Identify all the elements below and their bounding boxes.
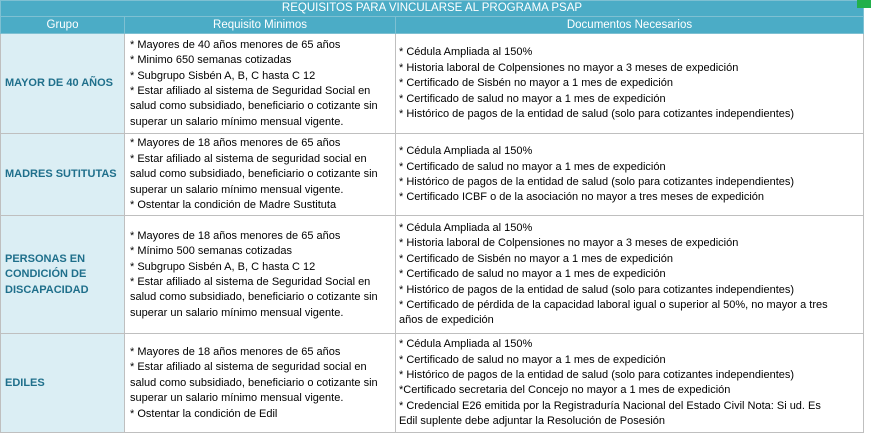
table-row	[1, 134, 864, 216]
group-cell[interactable]: MADRES SUTITUTAS	[1, 134, 125, 216]
table-title[interactable]: REQUISITOS PARA VINCULARSE AL PROGRAMA PSAP	[1, 1, 864, 17]
requisito-line: salud como subsidiado, beneficiario o cotizante sin	[130, 376, 378, 389]
table-row	[1, 334, 864, 433]
requisito-line: superar un salario mínimo mensual vigente.	[130, 183, 344, 196]
requisito-line: * Subgrupo Sisbén A, B, C hasta C 12	[130, 69, 316, 82]
documento-line: * Certificado de Sisbén no mayor a 1 mes de expedición	[399, 77, 673, 90]
requisito-line: * Ostentar la condición de Edil	[130, 407, 278, 420]
documento-line: * Certificado de salud no mayor a 1 mes de expedición	[399, 353, 666, 366]
requisito-line: * Estar afiliado al sistema de Seguridad Social en	[130, 275, 371, 288]
requisito-line: superar un salario mínimo mensual vigente.	[130, 392, 344, 405]
documentos-cell[interactable]	[396, 134, 864, 216]
documento-line: * Credencial E26 emitida por la Registraduría Nacional del Estado Civil Nota: Si ud. Es	[399, 399, 821, 412]
requisito-line: * Minimo 650 semanas cotizadas	[130, 54, 292, 67]
documento-line: * Cédula Ampliada al 150%	[399, 46, 533, 59]
group-cell[interactable]: MAYOR DE 40 AÑOS	[1, 34, 125, 134]
documento-line: * Cédula Ampliada al 150%	[399, 338, 533, 351]
documento-line: * Certificado ICBF o de la asociación no mayor a tres meses de expedición	[399, 191, 765, 204]
documento-line: * Certificado de salud no mayor a 1 mes de expedición	[399, 160, 666, 173]
header-row	[1, 17, 864, 34]
documento-line: * Histórico de pagos de la entidad de salud (solo para cotizantes independientes)	[399, 108, 795, 121]
documento-line: *Certificado secretaria del Concejo no mayor a 1 mes de expedición	[399, 384, 731, 397]
documento-line: * Cédula Ampliada al 150%	[399, 145, 533, 158]
requisitos-cell[interactable]	[125, 134, 396, 216]
title-row	[1, 1, 864, 17]
header-requisitos[interactable]: Requisito Minimos	[125, 17, 396, 34]
requisito-line: * Estar afiliado al sistema de seguridad social en	[130, 152, 367, 165]
requisito-line: superar un salario mínimo mensual vigente.	[130, 115, 344, 128]
group-cell[interactable]: PERSONAS EN CONDICIÓN DE DISCAPACIDAD	[1, 216, 125, 334]
requisito-line: superar un salario mínimo mensual vigente.	[130, 306, 344, 319]
requisitos-cell[interactable]	[125, 34, 396, 134]
documento-line: * Histórico de pagos de la entidad de salud (solo para cotizantes independientes)	[399, 369, 795, 381]
green-corner-marker	[857, 0, 871, 8]
documento-line: * Historia laboral de Colpensiones no mayor a 3 meses de expedición	[399, 61, 739, 74]
table-row	[1, 34, 864, 134]
documentos-cell[interactable]	[396, 216, 864, 334]
documentos-cell[interactable]	[396, 34, 864, 134]
header-grupo[interactable]: Grupo	[1, 17, 125, 34]
documento-line: * Certificado de Sisbén no mayor a 1 mes de expedición	[399, 252, 673, 265]
documento-line: * Certificado de salud no mayor a 1 mes de expedición	[399, 268, 666, 281]
documento-line: * Histórico de pagos de la entidad de salud (solo para cotizantes independientes)	[399, 283, 795, 296]
requisito-line: * Mayores de 18 años menores de 65 años	[130, 345, 341, 358]
requisito-line: * Estar afiliado al sistema de Seguridad Social en	[130, 84, 371, 97]
requisitos-cell[interactable]	[125, 334, 396, 433]
documentos-cell[interactable]	[396, 334, 864, 433]
requisito-line: * Subgrupo Sisbén A, B, C hasta C 12	[130, 260, 316, 273]
requisito-line: * Estar afiliado al sistema de seguridad social en	[130, 361, 367, 374]
table-row	[1, 216, 864, 334]
requisito-line: * Mayores de 40 años menores de 65 años	[130, 38, 341, 51]
requisito-line: salud como subsidiado, beneficiario o cotizante sin	[130, 168, 378, 181]
header-documentos[interactable]: Documentos Necesarios	[396, 17, 864, 34]
documento-line: * Certificado de pérdida de la capacidad laboral igual o superior al 50%, no mayor a tres	[399, 299, 828, 312]
requisito-line: * Mayores de 18 años menores de 65 años	[130, 229, 341, 242]
requisito-line: * Mayores de 18 años menores de 65 años	[130, 137, 341, 150]
requisito-line: salud como subsidiado, beneficiario o cotizante sin	[130, 100, 378, 113]
documento-line: * Cédula Ampliada al 150%	[399, 221, 533, 234]
documento-line: * Historia laboral de Colpensiones no mayor a 3 meses de expedición	[399, 237, 739, 250]
documento-line: años de expedición	[399, 314, 494, 327]
requisitos-cell[interactable]	[125, 216, 396, 334]
requisito-line: salud como subsidiado, beneficiario o cotizante sin	[130, 291, 378, 304]
documento-line: * Histórico de pagos de la entidad de salud (solo para cotizantes independientes)	[399, 175, 795, 188]
documento-line: * Certificado de salud no mayor a 1 mes de expedición	[399, 92, 666, 105]
documento-line: Edil suplente debe adjuntar la Resolución de Posesión	[399, 415, 666, 428]
requisito-line: * Mínimo 500 semanas cotizadas	[130, 245, 293, 258]
requisito-line: * Ostentar la condición de Madre Sustituta	[130, 199, 337, 212]
group-cell[interactable]: EDILES	[1, 334, 125, 433]
